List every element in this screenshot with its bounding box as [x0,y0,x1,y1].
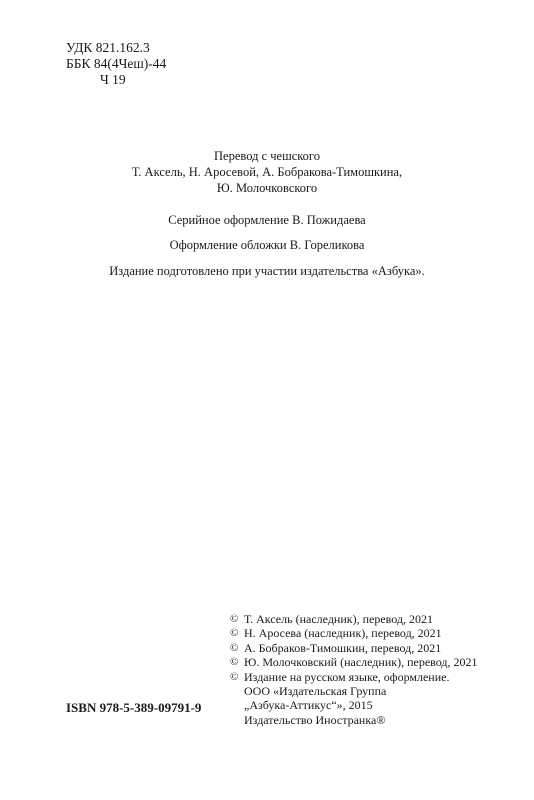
publisher-line: „Азбука-Аттикус“», 2015 [244,698,373,713]
copyright-symbol: © [230,627,239,640]
translation-credits [0,148,534,196]
series-design-credit: Серийное оформление В. Пожидаева [168,213,366,227]
translators-line-2: Ю. Молочковского [216,181,318,195]
copyright-text: А. Бобраков-Тимошкин, перевод, 2021 [244,640,442,655]
copyright-text: Н. Аросева (наследник), перевод, 2021 [244,626,442,641]
copyright-symbol: © [230,670,239,683]
cover-design-credit: Оформление обложки В. Гореликова [169,238,365,252]
publisher-note: Издание подготовлено при участии издательства «Азбука». [109,264,425,278]
copyright-symbol: © [230,613,239,625]
copyright-line [230,655,478,669]
bbk-code: ББК 84(4Чеш)-44 [66,56,167,71]
translators-line-1: Т. Аксель, Н. Аросевой, А. Бобракова-Тимошкина, [131,165,403,179]
copyright-block [230,612,478,727]
copyright-text: Ю. Молочковский (наследник), перевод, 2021 [244,655,478,670]
isbn-number: ISBN 978-5-389-09791-9 [66,700,202,715]
copyright-line [230,612,478,626]
translation-heading: Перевод с чешского [214,149,320,163]
publisher-line: ООО «Издательская Группа [244,684,387,699]
copyright-symbol: © [230,656,239,669]
copyright-symbol: © [230,641,239,654]
copyright-text: Т. Аксель (наследник), перевод, 2021 [244,612,434,626]
copyright-line [230,670,478,684]
copyright-line [230,626,478,640]
udk-code: УДК 821.162.3 [66,40,150,55]
publisher-line: Издательство Иностранка® [244,712,386,727]
classification-block [66,40,166,88]
copyright-text: Издание на русском языке, оформление. [244,669,450,684]
copyright-line [230,641,478,655]
author-mark: Ч 19 [100,72,126,87]
